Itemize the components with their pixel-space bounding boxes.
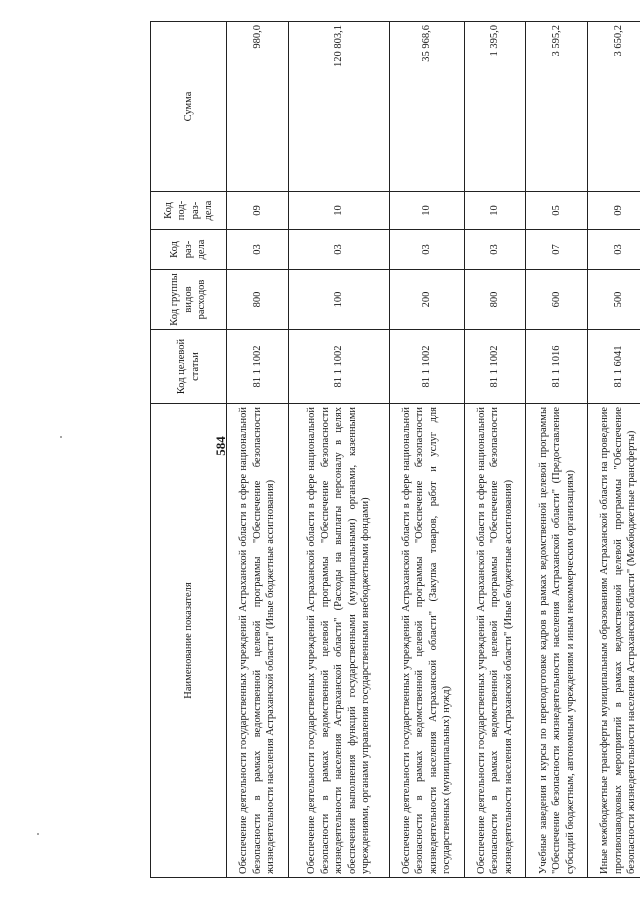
row-expense-group: 500 <box>588 270 640 330</box>
row-target-code: 81 1 1002 <box>464 330 526 404</box>
row-name: Обеспечение деятельности государственных учреждений Астраханской области в сфере национальной безопасности в рамках ведомственной целевой программы "Обеспечение безопасности жизнедеятельности населения Астраханской области" (Иные бюджетные ассигнования) <box>464 404 526 878</box>
row-section: 03 <box>464 230 526 270</box>
row-name: Иные межбюджетные трансферты муниципальным образованиям Астраханской области на проведение противопаводковых мероприятий в рамках ведомственной целевой программы "Обеспечение безопасности жизнедеятельности населения Астраханской области" (Межбюджетные трансферты) <box>588 404 640 878</box>
table-row <box>588 22 640 878</box>
row-target-code: 81 1 1002 <box>288 330 389 404</box>
table-row <box>464 22 526 878</box>
row-section: 03 <box>288 230 389 270</box>
row-amount: 980,0 <box>227 22 289 192</box>
row-expense-group: 600 <box>526 270 588 330</box>
row-target-code: 81 1 6041 <box>588 330 640 404</box>
row-expense-group: 100 <box>288 270 389 330</box>
row-target-code: 81 1 1002 <box>227 330 289 404</box>
header-name: Наименование показателя <box>151 404 227 878</box>
row-subsection: 10 <box>390 192 465 230</box>
row-subsection: 09 <box>227 192 289 230</box>
table-row <box>227 22 289 878</box>
row-subsection: 10 <box>288 192 389 230</box>
table-row <box>390 22 465 878</box>
row-name: Учебные заведения и курсы по переподготовке кадров в рамках ведомственной целевой программы "Обеспечение безопасности жизнедеятельности населения Астраханской области" (Предоставление субсидий бюджетным, автономным учреждениям и иным некоммерческим организациям) <box>526 404 588 878</box>
row-target-code: 81 1 1016 <box>526 330 588 404</box>
scan-speck <box>60 436 62 438</box>
row-expense-group: 200 <box>390 270 465 330</box>
header-expense-group: Код группы видов расходов <box>151 270 227 330</box>
page-number: 584 <box>213 436 228 456</box>
budget-table <box>150 21 640 878</box>
row-amount: 120 803,1 <box>288 22 389 192</box>
rotated-table-container <box>150 22 640 878</box>
row-section: 07 <box>526 230 588 270</box>
row-amount: 3 650,2 <box>588 22 640 192</box>
header-subsection: Код под-раз-дела <box>151 192 227 230</box>
row-expense-group: 800 <box>464 270 526 330</box>
row-expense-group: 800 <box>227 270 289 330</box>
header-target-code: Код целевой статьи <box>151 330 227 404</box>
row-amount: 35 968,6 <box>390 22 465 192</box>
row-subsection: 10 <box>464 192 526 230</box>
row-name: Обеспечение деятельности государственных учреждений Астраханской области в сфере национальной безопасности в рамках ведомственной целевой программы "Обеспечение безопасности жизнедеятельности населения Астраханской области" (Расходы на выплаты персоналу в целях обеспечения выполнения функций государственными (муниципальными) органами, казенными учреждениями, органами управления государственными внебюджетными фондами) <box>288 404 389 878</box>
row-name: Обеспечение деятельности государственных учреждений Астраханской области в сфере национальной безопасности в рамках ведомственной целевой программы "Обеспечение безопасности жизнедеятельности населения Астраханской области" (Закупка товаров, работ и услуг для государственных (муниципальных) нужд) <box>390 404 465 878</box>
header-amount: Сумма <box>151 22 227 192</box>
row-target-code: 81 1 1002 <box>390 330 465 404</box>
row-name: Обеспечение деятельности государственных учреждений Астраханской области в сфере национальной безопасности в рамках ведомственной целевой программы "Обеспечение безопасности жизнедеятельности населения Астраханской области" (Иные бюджетные ассигнования) <box>227 404 289 878</box>
table-row <box>288 22 389 878</box>
row-amount: 1 395,0 <box>464 22 526 192</box>
scan-speck <box>37 833 39 835</box>
row-section: 03 <box>227 230 289 270</box>
row-subsection: 05 <box>526 192 588 230</box>
header-section: Код раз-дела <box>151 230 227 270</box>
row-section: 03 <box>390 230 465 270</box>
row-section: 03 <box>588 230 640 270</box>
row-amount: 3 595,2 <box>526 22 588 192</box>
table-row <box>526 22 588 878</box>
table-header-row <box>151 22 227 878</box>
row-subsection: 09 <box>588 192 640 230</box>
